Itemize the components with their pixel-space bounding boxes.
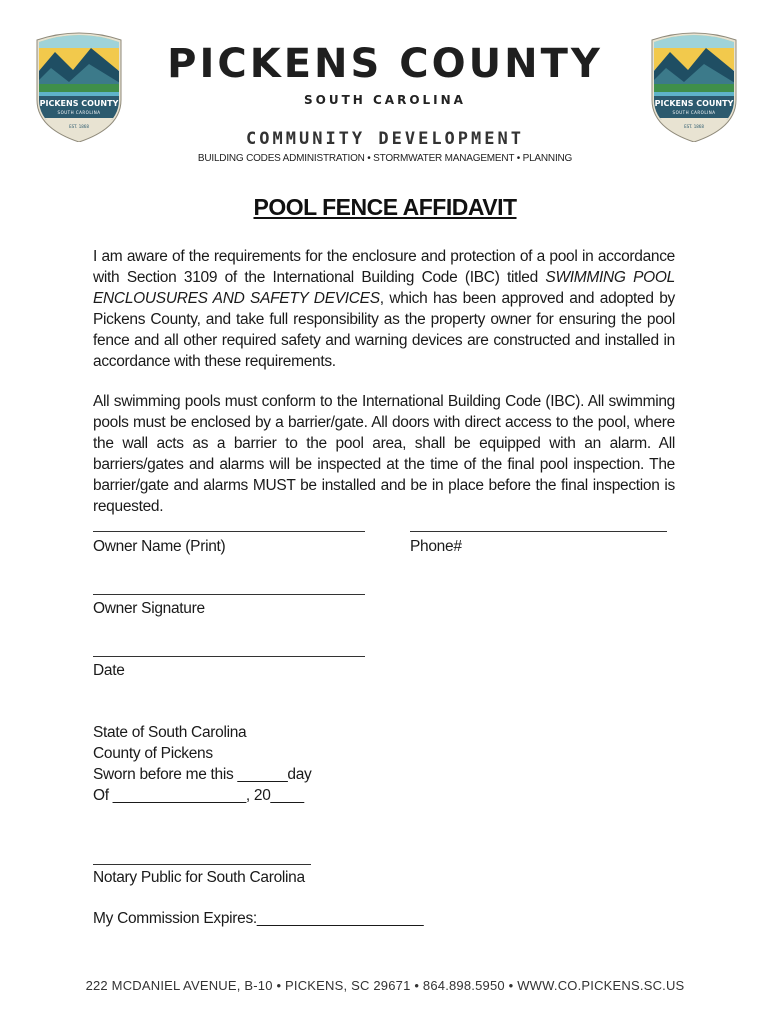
document-title: POOL FENCE AFFIDAVIT [253, 194, 517, 220]
owner-name-line[interactable] [93, 531, 365, 532]
paragraph1-text-end: , which has been approved and adopted by Pickens County, and take full responsibility as the property owner for ensuring the pool fence and all other required safety and warning devices are constructed and installed in accordance with these requirements. [93, 290, 676, 370]
county-title: PICKENS COUNTY [167, 41, 603, 87]
of-line[interactable]: Of ________________, 20____ [93, 787, 304, 804]
date-label: Date [93, 662, 125, 679]
divisions-line: BUILDING CODES ADMINISTRATION • STORMWATER MANAGEMENT • PLANNING [197, 153, 573, 164]
footer-address: 222 MCDANIEL AVENUE, B-10 • PICKENS, SC 29671 • 864.898.5950 • WWW.CO.PICKENS.SC.US [85, 978, 685, 993]
sworn-line[interactable]: Sworn before me this ______day [93, 766, 312, 783]
owner-name-label: Owner Name (Print) [93, 538, 226, 555]
phone-line[interactable] [410, 531, 667, 532]
state-line: State of South Carolina [93, 724, 247, 741]
conformance-paragraph: All swimming pools must conform to the International Building Code (IBC). All swimming pools must be enclosed by a barrier/gate. All doors with direct access to the pool, where the wall acts as a barrier to the pool area, shall be equipped with an alarm. All barriers/gates and alarms will be inspected at the time of the final pool inspection. The barrier/gate and alarms MUST be installed and be in place before the final inspection is requested. [93, 393, 675, 515]
county-line: County of Pickens [93, 745, 213, 762]
paragraph1-text-start: I am aware of the requirements for the enclosure and protection of a pool in accordance with Section 3109 of the International Building Code (IBC) titled [93, 248, 675, 286]
badge-est: EST. 1868 [69, 124, 89, 129]
notary-block [93, 722, 311, 806]
code-section-title: SWIMMING POOL ENCLOUSURES AND SAFETY DEVICES [93, 269, 675, 307]
notary-public-label: Notary Public for South Carolina [93, 869, 305, 886]
commission-expires-field[interactable]: My Commission Expires:____________________ [93, 910, 424, 927]
owner-signature-line[interactable] [93, 594, 365, 595]
owner-signature-label: Owner Signature [93, 600, 205, 617]
phone-label: Phone# [410, 538, 462, 555]
badge-subtitle: SOUTH CAROLINA [672, 110, 716, 115]
department-title: COMMUNITY DEVELOPMENT [246, 129, 524, 149]
badge-subtitle: SOUTH CAROLINA [57, 110, 101, 115]
badge-title: PICKENS COUNTY [39, 99, 119, 108]
state-subtitle: SOUTH CAROLINA [304, 93, 466, 107]
badge-title: PICKENS COUNTY [654, 99, 734, 108]
badge-est: EST. 1868 [684, 124, 704, 129]
requirements-paragraph [93, 246, 675, 372]
notary-signature-line[interactable] [93, 864, 311, 865]
date-line[interactable] [93, 656, 365, 657]
